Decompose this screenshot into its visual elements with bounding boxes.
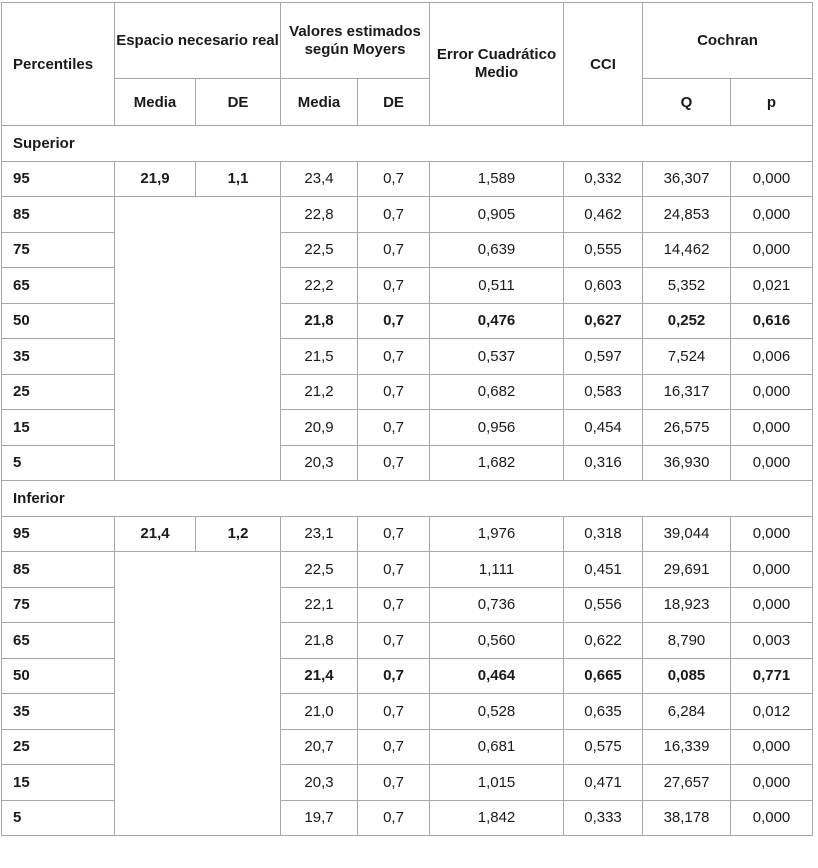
header-percentiles: Percentiles (2, 3, 115, 126)
table-row (2, 197, 813, 233)
section-row (2, 126, 813, 162)
cochran-q-cell: 24,853 (643, 197, 731, 233)
cochran-q-cell: 6,284 (643, 694, 731, 730)
section-title: Superior (2, 126, 813, 162)
moyers-de-cell: 0,7 (358, 410, 430, 446)
cochran-q-cell: 18,923 (643, 587, 731, 623)
header-media-real: Media (115, 79, 196, 126)
moyers-de-cell: 0,7 (358, 552, 430, 588)
error-cell: 1,111 (430, 552, 564, 588)
cochran-p-cell: 0,012 (731, 694, 813, 730)
error-cell: 0,681 (430, 729, 564, 765)
cci-cell: 0,622 (564, 623, 643, 659)
cochran-q-cell: 5,352 (643, 268, 731, 304)
real-media-cell: 21,9 (115, 161, 196, 197)
moyers-de-cell: 0,7 (358, 587, 430, 623)
real-blank-cell (115, 552, 281, 836)
error-cell: 1,842 (430, 800, 564, 836)
moyers-media-cell: 22,2 (281, 268, 358, 304)
percentile-cell: 25 (2, 729, 115, 765)
moyers-media-cell: 21,8 (281, 623, 358, 659)
error-cell: 0,464 (430, 658, 564, 694)
percentile-cell: 50 (2, 658, 115, 694)
cochran-q-cell: 27,657 (643, 765, 731, 801)
cochran-p-cell: 0,771 (731, 658, 813, 694)
cochran-p-cell: 0,006 (731, 339, 813, 375)
error-cell: 0,537 (430, 339, 564, 375)
cci-cell: 0,471 (564, 765, 643, 801)
cochran-q-cell: 16,317 (643, 374, 731, 410)
moyers-media-cell: 20,7 (281, 729, 358, 765)
percentile-cell: 85 (2, 197, 115, 233)
header-media-moyers: Media (281, 79, 358, 126)
cochran-p-cell: 0,000 (731, 516, 813, 552)
error-cell: 0,560 (430, 623, 564, 659)
moyers-de-cell: 0,7 (358, 197, 430, 233)
percentile-cell: 25 (2, 374, 115, 410)
moyers-de-cell: 0,7 (358, 658, 430, 694)
cci-cell: 0,635 (564, 694, 643, 730)
error-cell: 0,736 (430, 587, 564, 623)
percentile-cell: 5 (2, 800, 115, 836)
header-espacio: Espacio necesario real (115, 3, 281, 79)
cochran-q-cell: 39,044 (643, 516, 731, 552)
moyers-media-cell: 23,4 (281, 161, 358, 197)
cochran-q-cell: 38,178 (643, 800, 731, 836)
percentile-cell: 95 (2, 516, 115, 552)
error-cell: 0,956 (430, 410, 564, 446)
cochran-p-cell: 0,000 (731, 445, 813, 481)
percentile-cell: 75 (2, 587, 115, 623)
moyers-media-cell: 20,9 (281, 410, 358, 446)
cci-cell: 0,451 (564, 552, 643, 588)
header-de-moyers: DE (358, 79, 430, 126)
percentile-cell: 5 (2, 445, 115, 481)
moyers-de-cell: 0,7 (358, 374, 430, 410)
error-cell: 0,476 (430, 303, 564, 339)
cci-cell: 0,333 (564, 800, 643, 836)
cci-cell: 0,603 (564, 268, 643, 304)
cochran-p-cell: 0,021 (731, 268, 813, 304)
header-q: Q (643, 79, 731, 126)
cochran-p-cell: 0,003 (731, 623, 813, 659)
cochran-q-cell: 29,691 (643, 552, 731, 588)
moyers-media-cell: 22,5 (281, 552, 358, 588)
moyers-de-cell: 0,7 (358, 161, 430, 197)
error-cell: 0,682 (430, 374, 564, 410)
header-de-real: DE (196, 79, 281, 126)
moyers-media-cell: 22,1 (281, 587, 358, 623)
cochran-p-cell: 0,000 (731, 161, 813, 197)
error-cell: 0,528 (430, 694, 564, 730)
cochran-p-cell: 0,000 (731, 552, 813, 588)
error-cell: 1,015 (430, 765, 564, 801)
moyers-media-cell: 22,5 (281, 232, 358, 268)
section-title: Inferior (2, 481, 813, 517)
moyers-de-cell: 0,7 (358, 800, 430, 836)
cochran-p-cell: 0,000 (731, 410, 813, 446)
cochran-p-cell: 0,000 (731, 374, 813, 410)
moyers-media-cell: 20,3 (281, 445, 358, 481)
cochran-q-cell: 36,307 (643, 161, 731, 197)
moyers-de-cell: 0,7 (358, 445, 430, 481)
cochran-q-cell: 7,524 (643, 339, 731, 375)
cochran-p-cell: 0,000 (731, 232, 813, 268)
cochran-q-cell: 8,790 (643, 623, 731, 659)
section-row (2, 481, 813, 517)
error-cell: 0,905 (430, 197, 564, 233)
real-blank-cell (115, 197, 281, 481)
percentile-cell: 95 (2, 161, 115, 197)
cci-cell: 0,454 (564, 410, 643, 446)
error-cell: 1,589 (430, 161, 564, 197)
moyers-media-cell: 22,8 (281, 197, 358, 233)
percentile-cell: 15 (2, 410, 115, 446)
table-row (2, 552, 813, 588)
real-de-cell: 1,1 (196, 161, 281, 197)
cochran-p-cell: 0,000 (731, 765, 813, 801)
cci-cell: 0,583 (564, 374, 643, 410)
cochran-q-cell: 26,575 (643, 410, 731, 446)
moyers-de-cell: 0,7 (358, 339, 430, 375)
cochran-p-cell: 0,616 (731, 303, 813, 339)
moyers-de-cell: 0,7 (358, 232, 430, 268)
percentile-cell: 15 (2, 765, 115, 801)
moyers-de-cell: 0,7 (358, 694, 430, 730)
moyers-media-cell: 21,4 (281, 658, 358, 694)
moyers-media-cell: 21,5 (281, 339, 358, 375)
percentile-cell: 65 (2, 623, 115, 659)
cochran-q-cell: 14,462 (643, 232, 731, 268)
cochran-p-cell: 0,000 (731, 729, 813, 765)
moyers-de-cell: 0,7 (358, 516, 430, 552)
moyers-de-cell: 0,7 (358, 729, 430, 765)
header-valores: Valores estimados según Moyers (281, 3, 430, 79)
cochran-p-cell: 0,000 (731, 800, 813, 836)
real-de-cell: 1,2 (196, 516, 281, 552)
results-table (1, 2, 813, 836)
cochran-q-cell: 36,930 (643, 445, 731, 481)
moyers-media-cell: 21,8 (281, 303, 358, 339)
table-header (2, 3, 813, 126)
cci-cell: 0,332 (564, 161, 643, 197)
cci-cell: 0,556 (564, 587, 643, 623)
cochran-q-cell: 0,085 (643, 658, 731, 694)
moyers-de-cell: 0,7 (358, 303, 430, 339)
error-cell: 1,682 (430, 445, 564, 481)
header-error: Error Cuadrático Medio (430, 3, 564, 126)
header-cci: CCI (564, 3, 643, 126)
cci-cell: 0,665 (564, 658, 643, 694)
error-cell: 0,639 (430, 232, 564, 268)
error-cell: 1,976 (430, 516, 564, 552)
error-cell: 0,511 (430, 268, 564, 304)
percentile-cell: 85 (2, 552, 115, 588)
cci-cell: 0,627 (564, 303, 643, 339)
cochran-q-cell: 16,339 (643, 729, 731, 765)
moyers-de-cell: 0,7 (358, 268, 430, 304)
moyers-de-cell: 0,7 (358, 623, 430, 659)
cci-cell: 0,555 (564, 232, 643, 268)
cochran-q-cell: 0,252 (643, 303, 731, 339)
percentile-cell: 50 (2, 303, 115, 339)
real-media-cell: 21,4 (115, 516, 196, 552)
cci-cell: 0,316 (564, 445, 643, 481)
percentile-cell: 35 (2, 339, 115, 375)
header-p: p (731, 79, 813, 126)
percentile-cell: 65 (2, 268, 115, 304)
header-cochran: Cochran (643, 3, 813, 79)
cochran-p-cell: 0,000 (731, 197, 813, 233)
cochran-p-cell: 0,000 (731, 587, 813, 623)
table-row (2, 161, 813, 197)
percentile-cell: 35 (2, 694, 115, 730)
cci-cell: 0,318 (564, 516, 643, 552)
moyers-media-cell: 19,7 (281, 800, 358, 836)
moyers-media-cell: 21,2 (281, 374, 358, 410)
table-body (2, 126, 813, 836)
moyers-media-cell: 23,1 (281, 516, 358, 552)
cci-cell: 0,597 (564, 339, 643, 375)
cci-cell: 0,575 (564, 729, 643, 765)
moyers-de-cell: 0,7 (358, 765, 430, 801)
table-row (2, 516, 813, 552)
cci-cell: 0,462 (564, 197, 643, 233)
moyers-media-cell: 21,0 (281, 694, 358, 730)
moyers-media-cell: 20,3 (281, 765, 358, 801)
percentile-cell: 75 (2, 232, 115, 268)
